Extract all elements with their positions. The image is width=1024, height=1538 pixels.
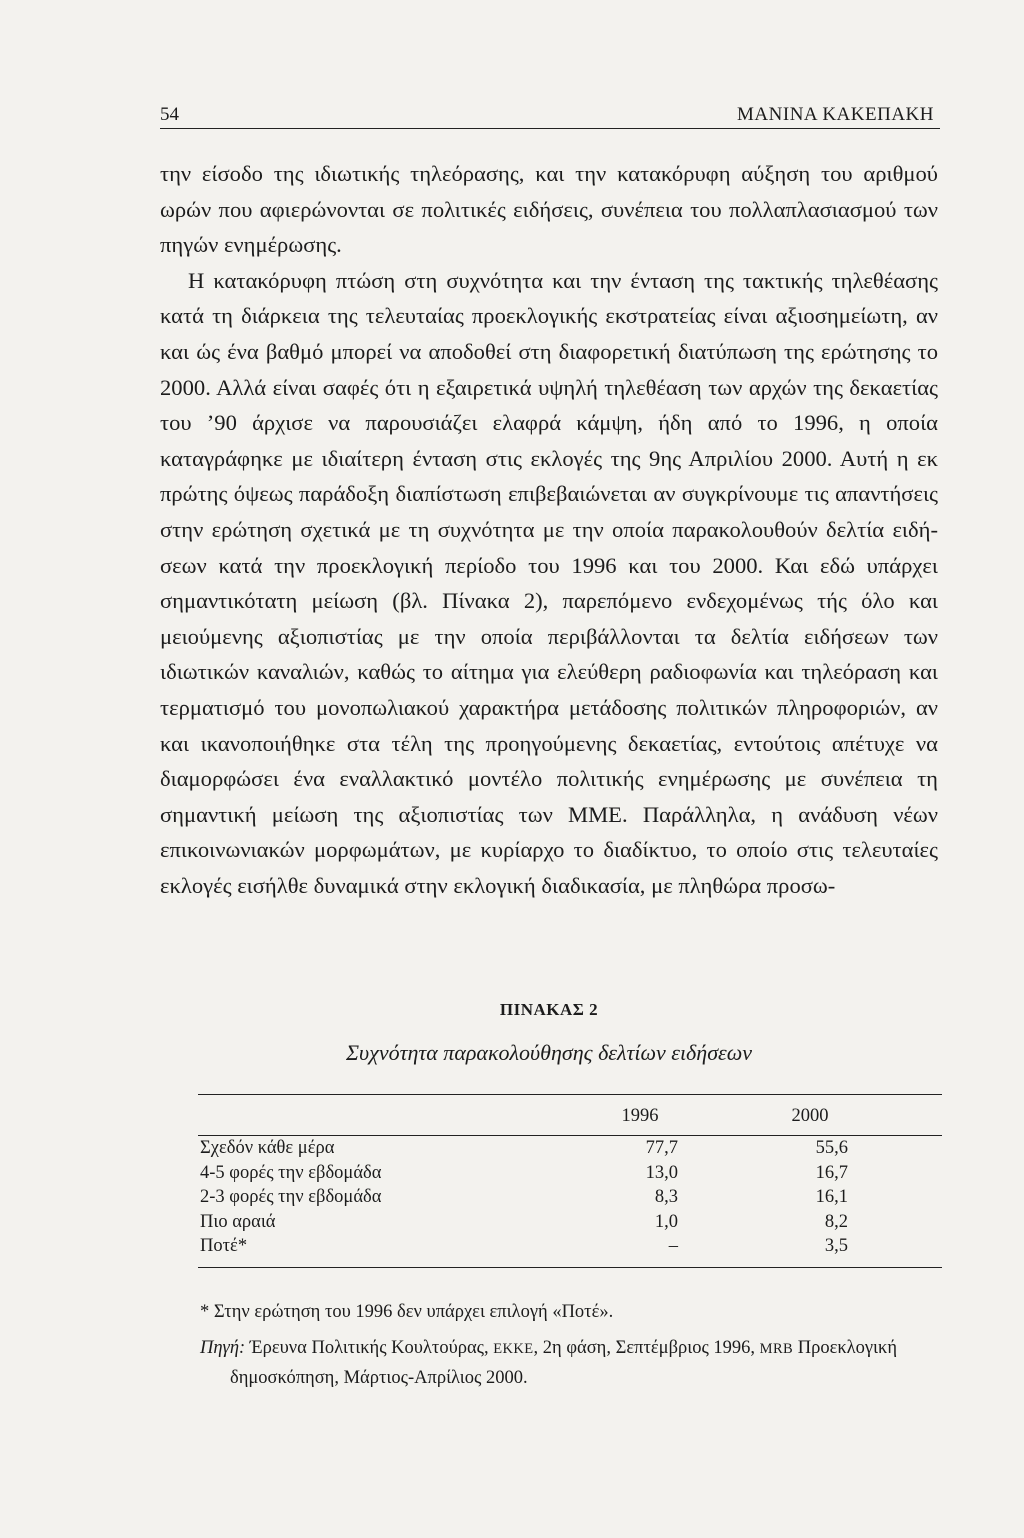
table-footnote: * Στην ερώτηση του 1996 δεν υπάρχει επιλογή «Ποτέ». <box>200 1302 614 1322</box>
running-head-author: ΜΑΝΙΝΑ ΚΑΚΕΠΑΚΗ <box>737 104 934 125</box>
table-row <box>198 1163 942 1188</box>
source-text: Προεκλογική δημοσκόπηση, Μάρτιος-Απρίλιος 2000. <box>230 1338 898 1388</box>
row-label: Σχεδόν κάθε μέρα <box>200 1138 335 1158</box>
row-label: Ποτέ* <box>200 1236 248 1256</box>
paragraph: την είσοδο της ιδιωτικής τηλεόρασης, και την κατακόρυφη αύξηση του αριθμού ωρών που αφιερώνονται σε πολιτικές ειδήσεις, συνέπεια του πολλαπλασιασμού των πηγών ενημέρωσης. <box>160 161 938 258</box>
cell-2000: 16,1 <box>815 1187 848 1207</box>
table-title: ΠΙΝΑΚΑΣ 2 <box>499 1000 599 1019</box>
column-header-2000: 2000 <box>791 1106 829 1126</box>
source-text: , 2η φάση, Σεπτέμβριος 1996, <box>533 1338 760 1358</box>
table-subtitle: Συχνότητα παρακολούθησης δελτίων ειδήσεων <box>345 1040 753 1065</box>
row-label: 2-3 φορές την εβδομάδα <box>200 1187 382 1207</box>
cell-1996: 8,3 <box>654 1187 678 1207</box>
table-row <box>198 1236 942 1261</box>
cell-1996: 77,7 <box>645 1138 678 1158</box>
table-row <box>198 1212 942 1237</box>
page-number: 54 <box>160 104 179 125</box>
cell-1996: 1,0 <box>654 1211 678 1232</box>
cell-1996: 13,0 <box>645 1162 678 1183</box>
table-body <box>198 1136 942 1267</box>
source-ekke: ΕΚΚΕ <box>493 1341 534 1357</box>
row-label: Πιο αραιά <box>200 1211 276 1232</box>
cell-2000: 16,7 <box>815 1162 848 1183</box>
row-label: 4-5 φορές την εβδομάδα <box>200 1162 382 1183</box>
source-mrb: MRB <box>759 1341 794 1357</box>
table-source <box>200 1334 942 1393</box>
column-header-1996: 1996 <box>621 1106 659 1126</box>
table-row <box>198 1138 942 1163</box>
data-table <box>198 1094 942 1268</box>
body-text <box>160 156 938 903</box>
source-label: Πηγή: <box>200 1338 246 1358</box>
source-text: Έρευνα Πολιτικής Κουλτούρας, <box>245 1338 494 1358</box>
table-bottom-rule <box>198 1267 942 1268</box>
table-row <box>198 1187 942 1212</box>
paragraph: Η κατακόρυφη πτώση στη συχνότητα και την ένταση της τακτικής τηλεθέασης κατά τη διάρκεια της τελευταίας προεκλογικής εκστρατείας είναι αξιοσημείωτη, αν και ώς ένα βαθμό μπορεί να αποδοθεί στη διαφορετική διατύπωση της ερώτησης το 2000. Αλλά είναι σαφές ότι η εξαιρετικά υψηλή τηλεθέαση των αρχών της δεκαετίας του ’90 άρχισε να παρουσιάζει ελαφρά κάμψη, ήδη από το 1996, η οποία καταγράφηκε με ιδιαίτερη ένταση στις εκλογές της 9ης Απριλίου 2000. Αυτή η εκ πρώτης όψεως παράδοξη διαπίστωση επιβεβαιώνεται αν συγκρίνουμε τις απαντήσεις στην ερώτηση σχετικά με τη συχνότητα με την οποία παρακολουθούν δελτία ειδήσεων κατά την προεκλογική περίοδο του 1996 και του 2000. Και εδώ υπάρχει σημαντικότατη μείωση (βλ. Πίνακα 2), παρεπόμενο ενδεχομένως τής όλο και μειούμενης αξιοπιστίας με την οποία περιβάλλονται τα δελτία ειδήσεων των ιδιωτικών καναλιών, καθώς το αίτημα για ελεύθερη ραδιοφωνία και τηλεόραση και τερματισμό του μονοπωλιακού χαρακτήρα μετάδοσης πολιτικών πληροφοριών, αν και ικανοποιήθηκε στα τέλη της προηγούμενης δεκαετίας, εντούτοις απέτυχε να διαμορφώσει ένα εναλλακτικό μοντέλο πολιτικής ενημέρωσης με συνέπεια τη σημαντική μείωση της αξιοπιστίας των ΜΜΕ. Παράλληλα, η ανάδυση νέων επικοινωνιακών μορφωμάτων, με κυρίαρχο το διαδίκτυο, το οποίο στις τελευταίες εκλογές εισήλθε δυναμικά στην εκλογική διαδικασία, με πληθώρα προσω- <box>160 267 938 898</box>
table-header-row <box>198 1095 942 1135</box>
cell-2000: 8,2 <box>824 1211 848 1232</box>
cell-2000: 55,6 <box>815 1138 848 1158</box>
cell-1996: – <box>668 1236 678 1256</box>
cell-2000: 3,5 <box>824 1236 848 1256</box>
running-header <box>160 100 940 129</box>
